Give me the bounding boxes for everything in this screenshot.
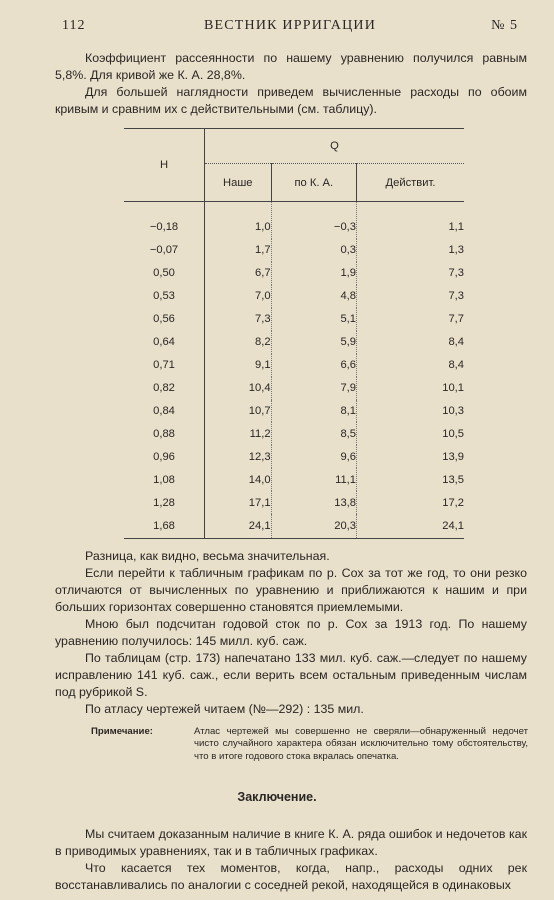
cell-h: 0,71 xyxy=(124,354,205,377)
table-row xyxy=(124,514,464,539)
cell-ours: 12,3 xyxy=(248,450,271,463)
table-row xyxy=(124,285,464,308)
note-text: Атлас чертежей мы совершенно не сверяли—обнаруженный недочет чисто случайного характера обязан исключительно тому обстоятельству, что в итоге годового стока вкралась опечатка. xyxy=(194,726,528,762)
cell-ours: 9,1 xyxy=(255,359,271,372)
cell-ka: −0,3 xyxy=(271,202,356,239)
cell-ka: 6,6 xyxy=(271,354,356,377)
cell-ours: 1,0 xyxy=(255,221,271,234)
cell-ours: 14,0 xyxy=(248,473,271,486)
paragraph-tabular-graphs: Если перейти к табличным графикам по р. Сох за тот же год, то они резко отличаются от вычисленных по уравнению и приближаются к нашим и при больших горизонтах совершенно становятся приемлемыми. xyxy=(55,566,527,614)
paragraph-atlas: По атласу чертежей читаем (№—292) : 135 мил. xyxy=(85,702,364,716)
table-row xyxy=(124,331,464,354)
cell-actual: 10,5 xyxy=(442,427,464,440)
cell-actual: 13,5 xyxy=(442,473,464,486)
note-label: Примечание: xyxy=(91,726,153,737)
cell-actual: 10,3 xyxy=(442,404,464,417)
cell-h: −0,18 xyxy=(124,202,205,239)
cell-ours: 24,1 xyxy=(205,514,272,539)
cell-ours: 7,0 xyxy=(255,290,271,303)
cell-ours: 10,4 xyxy=(248,382,271,395)
cell-ka: 8,5 xyxy=(271,422,356,445)
paragraph-difference: Разница, как видно, весьма значительная. xyxy=(85,549,330,563)
conclusion-heading: Заключение. xyxy=(237,790,317,804)
issue-number: № 5 xyxy=(491,18,518,33)
cell-actual: 7,3 xyxy=(448,267,464,280)
discharge-comparison-table xyxy=(124,128,464,539)
table-row xyxy=(124,491,464,514)
cell-ka: 4,8 xyxy=(271,285,356,308)
cell-actual: 8,4 xyxy=(448,359,464,372)
table-row xyxy=(124,377,464,400)
cell-ours: 6,7 xyxy=(255,267,271,280)
cell-ka: 0,3 xyxy=(271,239,356,262)
page-number: 112 xyxy=(62,18,86,33)
header-h: H xyxy=(124,129,205,202)
table-row xyxy=(124,422,464,445)
cell-h: 0,82 xyxy=(124,377,205,400)
table-row xyxy=(124,400,464,423)
cell-ka: 20,3 xyxy=(271,514,356,539)
header-ka: по К. А. xyxy=(271,164,356,202)
table-body xyxy=(124,202,464,539)
cell-actual: 1,1 xyxy=(448,221,464,234)
cell-h: 1,08 xyxy=(124,468,205,491)
cell-h: 1,28 xyxy=(124,491,205,514)
cell-ka: 7,9 xyxy=(271,377,356,400)
table-row xyxy=(124,262,464,285)
paragraph-coefficient: Коэффициент рассеянности по нашему уравнению получился равным 5,8%. Для кривой же К. А. 28,8%. xyxy=(55,51,527,82)
cell-h: 0,56 xyxy=(124,308,205,331)
paragraph-table-intro: Для большей наглядности приведем вычисленные расходы по обоим кривым и сравним их с действительными (см. таблицу). xyxy=(55,85,527,116)
cell-h: 0,53 xyxy=(124,285,205,308)
cell-actual: 1,3 xyxy=(448,244,464,257)
cell-h: 0,50 xyxy=(124,262,205,285)
cell-ka: 5,1 xyxy=(271,308,356,331)
cell-ours: 1,7 xyxy=(255,244,271,257)
cell-ka: 8,1 xyxy=(271,400,356,423)
cell-ka: 1,9 xyxy=(271,262,356,285)
paragraph-tables-page: По таблицам (стр. 173) напечатано 133 мил. куб. саж.—следует по нашему исправлению 141 куб. саж., если верить всем остальным приведенным числам под рубрикой S. xyxy=(55,651,527,699)
cell-ours: 10,7 xyxy=(248,404,271,417)
table-row xyxy=(124,468,464,491)
paragraph-annual-runoff: Мною был подсчитан годовой сток по р. Сох за 1913 год. По нашему уравнению получилось: 145 милл. куб. саж. xyxy=(55,617,527,648)
cell-actual: 17,2 xyxy=(442,496,464,509)
table-row xyxy=(124,445,464,468)
cell-h: 0,84 xyxy=(124,400,205,423)
cell-ours: 8,2 xyxy=(255,336,271,349)
cell-ours: 7,3 xyxy=(255,313,271,326)
cell-actual: 24,1 xyxy=(357,514,464,539)
header-q: Q xyxy=(205,129,465,164)
header-ours: Наше xyxy=(205,164,272,202)
table-row xyxy=(124,202,464,239)
cell-actual: 7,7 xyxy=(448,313,464,326)
cell-ours: 17,1 xyxy=(248,496,271,509)
table-row xyxy=(124,308,464,331)
cell-actual: 10,1 xyxy=(442,382,464,395)
paragraph-conclusion-1: Мы считаем доказанным наличие в книге К. А. ряда ошибок и недочетов как в приводимых уравнениях, так и в табличных графиках. xyxy=(55,827,527,858)
cell-ka: 5,9 xyxy=(271,331,356,354)
cell-h: −0,07 xyxy=(124,239,205,262)
paragraph-conclusion-2: Что касается тех моментов, когда, напр., расходы одних рек восстанавливались по аналогии с соседней рекой, находящейся в одинаковых xyxy=(55,861,527,892)
cell-actual: 13,9 xyxy=(442,450,464,463)
table-row xyxy=(124,239,464,262)
cell-ka: 11,1 xyxy=(271,468,356,491)
cell-actual: 7,3 xyxy=(448,290,464,303)
table-row xyxy=(124,354,464,377)
cell-h: 1,68 xyxy=(124,514,205,539)
cell-ka: 13,8 xyxy=(271,491,356,514)
journal-title: ВЕСТНИК ИРРИГАЦИИ xyxy=(203,18,377,33)
cell-ours: 11,2 xyxy=(249,427,271,440)
cell-h: 0,64 xyxy=(124,331,205,354)
cell-h: 0,96 xyxy=(124,445,205,468)
page-header xyxy=(62,18,518,40)
cell-actual: 8,4 xyxy=(448,336,464,349)
cell-ka: 9,6 xyxy=(271,445,356,468)
cell-h: 0,88 xyxy=(124,422,205,445)
header-actual: Действит. xyxy=(357,164,464,202)
